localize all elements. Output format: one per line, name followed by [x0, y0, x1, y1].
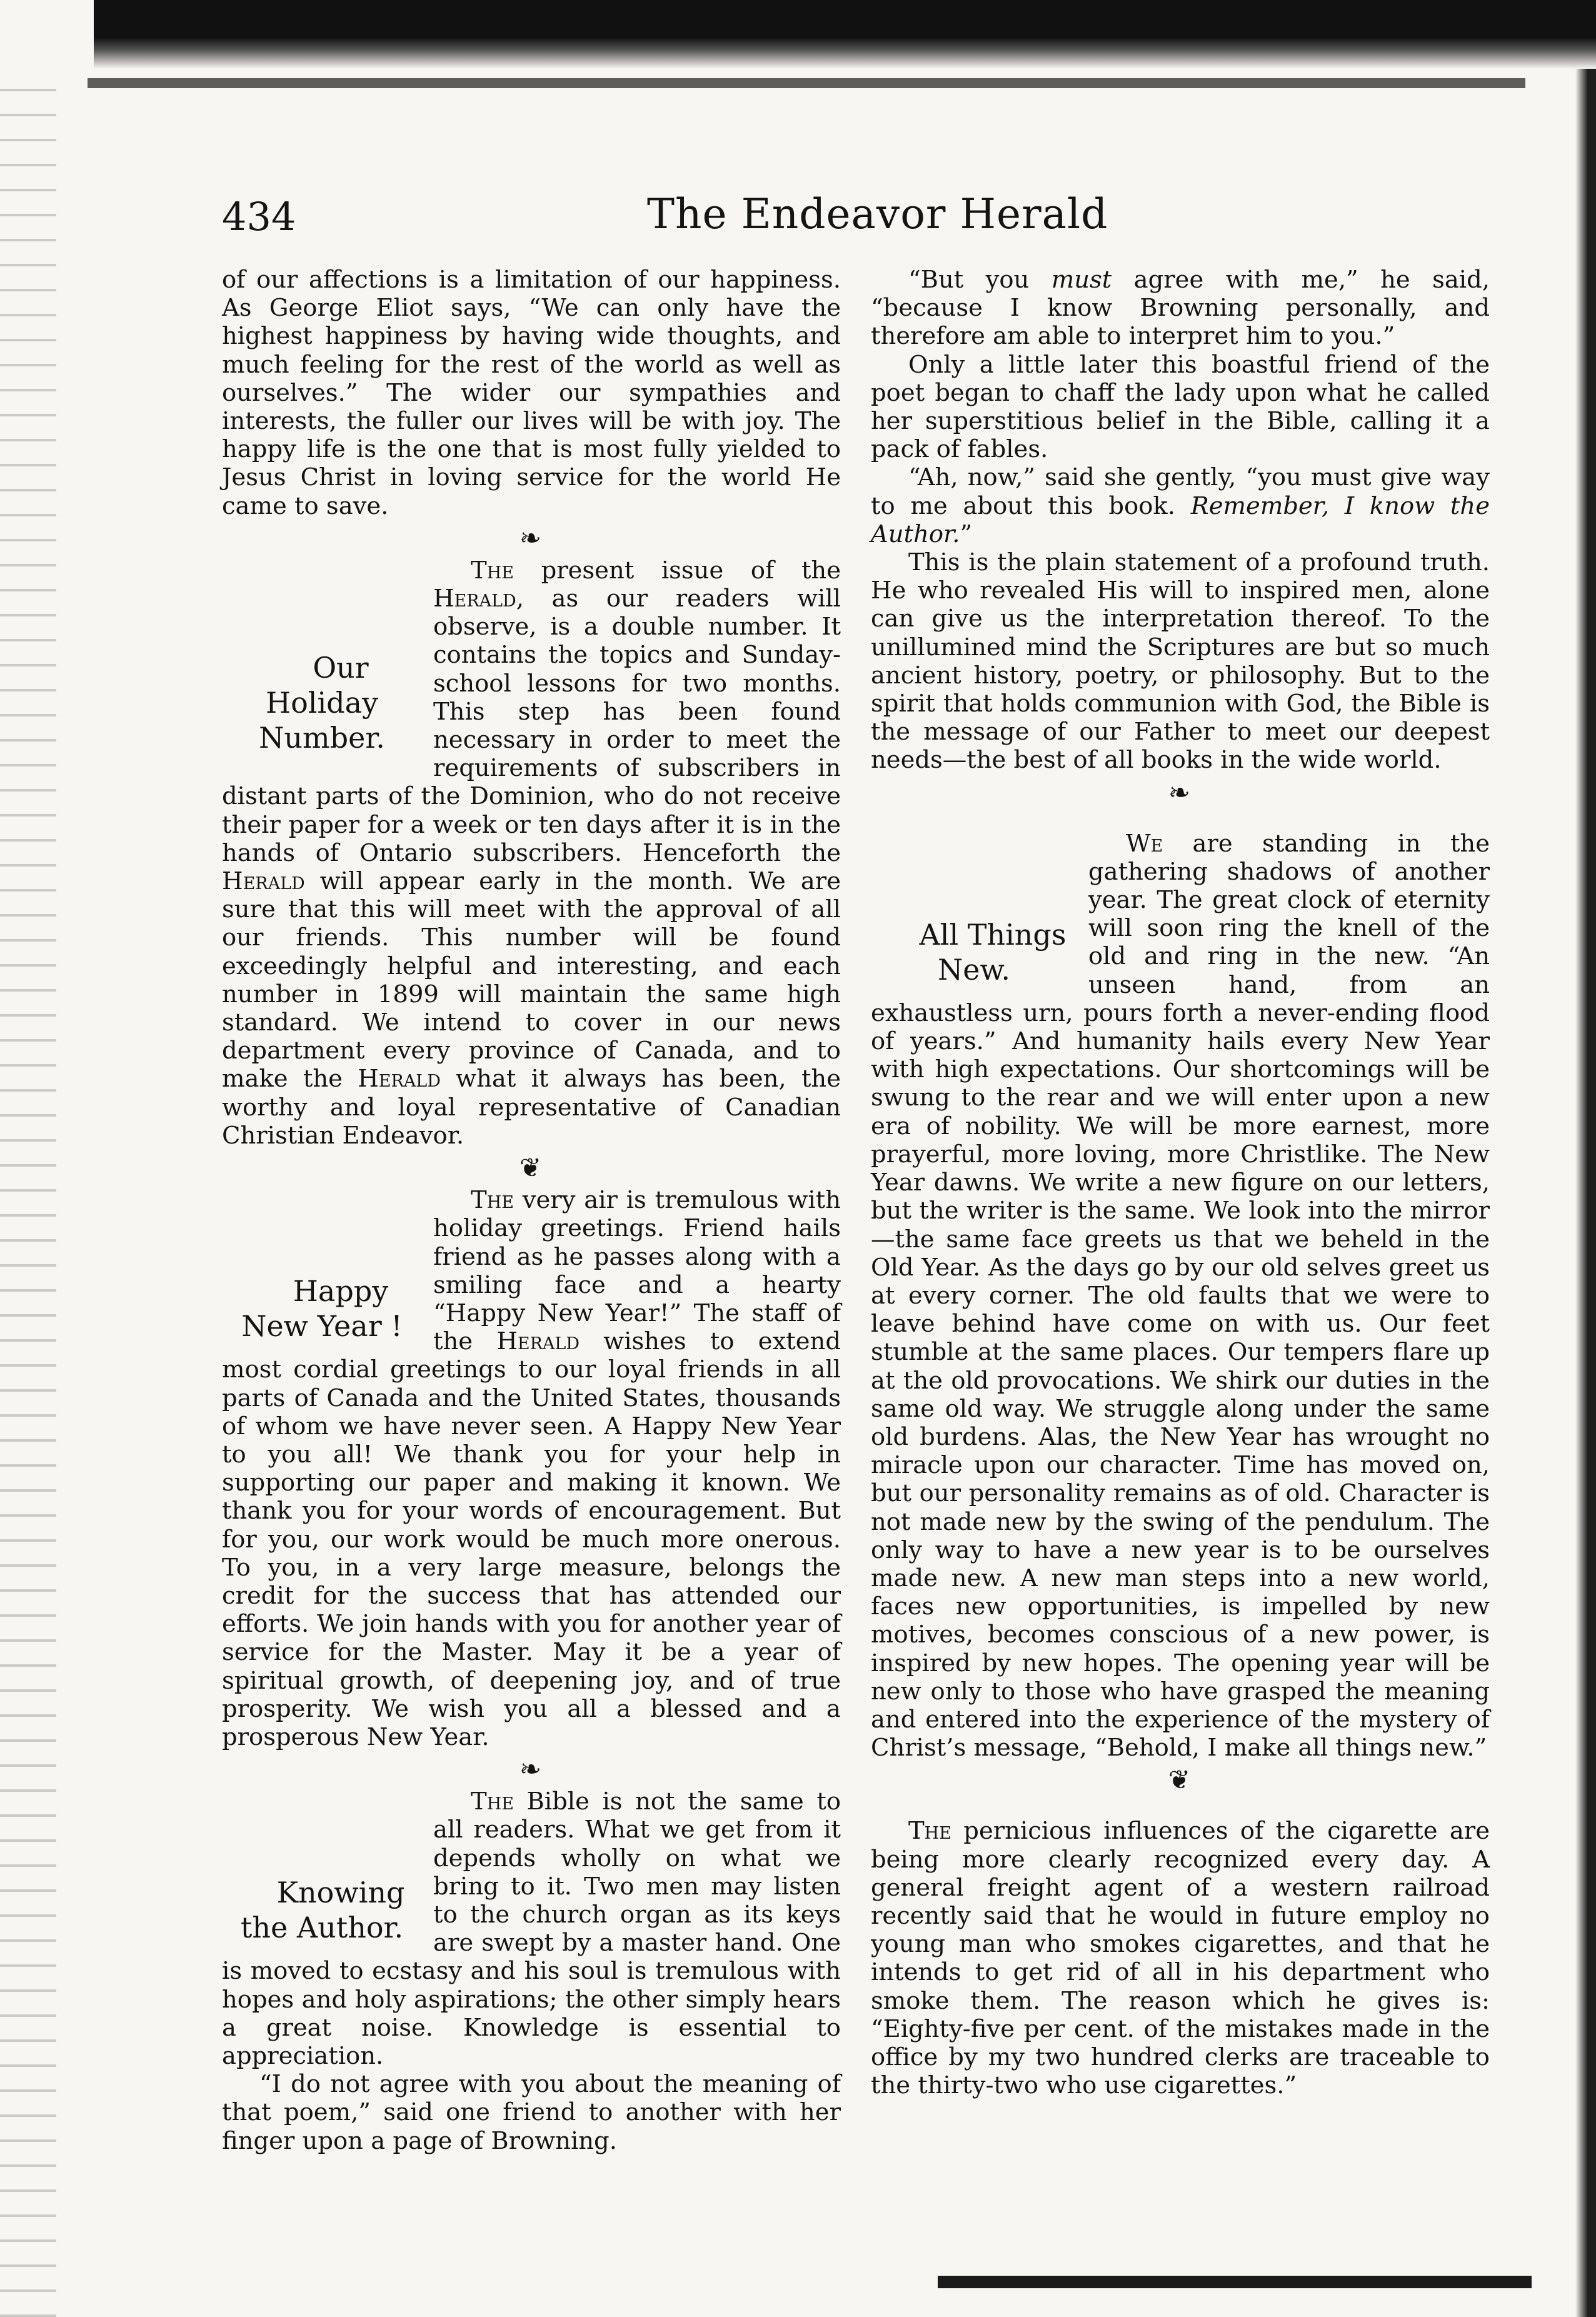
article-cigarette	[871, 1817, 1490, 2099]
scan-edge-bottom	[938, 2276, 1532, 2288]
section-ornament: ❧	[1168, 777, 1193, 808]
article-knowing-the-author-continued	[871, 266, 1490, 775]
left-column	[222, 266, 841, 2155]
side-heading: Happy New Year !	[241, 1274, 403, 1344]
lead-word: We	[1126, 829, 1163, 858]
article-holiday-number	[222, 556, 841, 1150]
scan-edge-left	[0, 75, 56, 2317]
side-heading: Knowing the Author.	[240, 1876, 405, 1945]
section-ornament: ❦	[519, 1152, 544, 1184]
article-body: The pernicious influences of the cigarette are being more clearly recognized every day. A general freight agent of a western railroad recently said that he would in future employ no young man who smokes cigarettes, and that he intends to get rid of all in his department who smoke them. The reason which he gives is: “Eighty-five per cent. of the mistakes made in the office by my two hundred clerks are traceable to the thirty-two who use cigarettes.”	[871, 1817, 1490, 2100]
page-number: 434	[222, 194, 296, 239]
side-heading: Our Holiday Number.	[259, 650, 385, 755]
scan-edge-rule	[88, 78, 1525, 88]
article-happy-new-year	[222, 1186, 841, 1751]
lead-word: The	[471, 556, 514, 585]
article-body: Happy New Year ! The very air is tremulous with holiday greetings. Friend hails friend as he passes along with a smiling face and a hearty “Happy New Year!” The staff of the Herald wishes to extend most cordial greetings to our loyal friends in all parts of Canada and the United States, thousands of whom we have never seen. A Happy New Year to you all! We thank you for your help in supporting our paper and making it known. We thank you for your words of encouragement. But for you, our work would be much more onerous. To you, in a very large measure, belongs the credit for the success that has attended our efforts. We join hands with you for another year of service for the Master. May it be a year of spiritual growth, of deepening joy, and of true prosperity. We wish you all a blessed and a prosperous New Year.	[222, 1186, 841, 1751]
scan-edge-top	[94, 0, 1596, 69]
article-body: “But you must agree with me,” he said, “because I know Browning personally, and therefore am able to interpret him to you.”	[871, 266, 1490, 351]
continued-paragraph: of our affections is a limitation of our happiness. As George Eliot says, “We can only have the highest happiness by having wide thoughts, and much feeling for the rest of the world as well as ourselves.” The wider our sympathies and interests, the fuller our lives will be with joy. The happy life is the one that is most fully yielded to Jesus Christ in loving service for the world He came to save.	[222, 266, 841, 520]
lead-word: The	[471, 1186, 514, 1215]
section-ornament: ❦	[1168, 1764, 1193, 1796]
article-body: Only a little later this boastful friend of the poet began to chaff the lady upon what he called her superstitious belief in the Bible, calling it a pack of fables.	[871, 350, 1490, 464]
lead-word: The	[471, 1787, 514, 1816]
journal-title: The Endeavor Herald	[647, 190, 1108, 238]
article-body: “Ah, now,” said she gently, “you must give way to me about this book. Remember, I know the Author.”	[871, 463, 1490, 548]
article-body: Knowing the Author. The Bible is not the same to all readers. What we get from it depends wholly on what we bring to it. Two men may listen to the church organ as its keys are swept by a master hand. One is moved to ecstasy and his soul is tremulous with hopes and holy aspirations; the other simply hears a great noise. Knowledge is essential to appreciation.	[222, 1787, 841, 2070]
herald-name: Herald	[222, 867, 305, 896]
section-ornament: ❧	[519, 522, 544, 553]
article-all-things-new	[871, 830, 1490, 1762]
herald-name: Herald	[496, 1327, 580, 1356]
article-knowing-the-author	[222, 1787, 841, 2155]
right-column	[871, 266, 1490, 2099]
article-body: “I do not agree with you about the meaning of that poem,” said one friend to another with her finger upon a page of Browning.	[222, 2070, 841, 2155]
lead-word: The	[908, 1817, 951, 1846]
running-head	[222, 188, 1428, 256]
scan-edge-right	[1575, 69, 1596, 2317]
article-body: Our Holiday Number. The present issue of the Herald, as our readers will observe, is a double number. It contains the topics and Sunday-school lessons for two months. This step has been found necessary in order to meet the requirements of subscribers in distant parts of the Dominion, who do not receive their paper for a week or ten days after it is in the hands of Ontario subscribers. Henceforth the Herald will appear early in the month. We are sure that this will meet with the approval of all our friends. This number will be found exceedingly helpful and interesting, and each number in 1899 will maintain the same high standard. We intend to cover in our news department every province of Canada, and to make the Herald what it always has been, the worthy and loyal representative of Canadian Christian Endeavor.	[222, 556, 841, 1150]
side-heading: All Things New.	[919, 917, 1067, 987]
article-body: All Things New. We are standing in the gathering shadows of another year. The great clock of eternity will soon ring the knell of the old and ring in the new. “An unseen hand, from an exhaustless urn, pours forth a never-ending flood of years.” And humanity hails every New Year with high expectations. Our shortcomings will be swung to the rear and we will enter upon a new era of nobility. We will be more earnest, more prayerful, more loving, more Christlike. The New Year dawns. We write a new figure on our letters, but the writer is the same. We look into the mirror—the same face greets us that we beheld in the Old Year. As the days go by our old selves greet us at every corner. The old faults that we were to leave behind have come on with us. Our feet stumble at the same places. Our tempers flare up at the old provocations. We shirk our duties in the same old way. We struggle along under the same old burdens. Alas, the New Year has wrought no miracle upon our character. Time has moved on, but our personality remains as of old. Character is not made new by the swing of the pendulum. The only way to have a new year is to be ourselves made new. A new man steps into a new world, faces new opportunities, is impelled by new motives, becomes conscious of a new power, is inspired by new hopes. The opening year will be new only to those who have grasped the meaning and entered into the experience of the mystery of Christ’s message, “Behold, I make all things new.”	[871, 829, 1490, 1762]
herald-name: Herald	[358, 1065, 441, 1093]
section-ornament: ❧	[519, 1754, 544, 1785]
article-body: This is the plain statement of a profound truth. He who revealed His will to inspired men, alone can give us the interpretation thereof. To the unillumined mind the Scriptures are but so much ancient history, poetry, or philosophy. But to the spirit that holds communion with God, the Bible is the message of our Father to meet our deepest needs—the best of all books in the wide world.	[871, 548, 1490, 775]
herald-name: Herald	[433, 585, 516, 613]
